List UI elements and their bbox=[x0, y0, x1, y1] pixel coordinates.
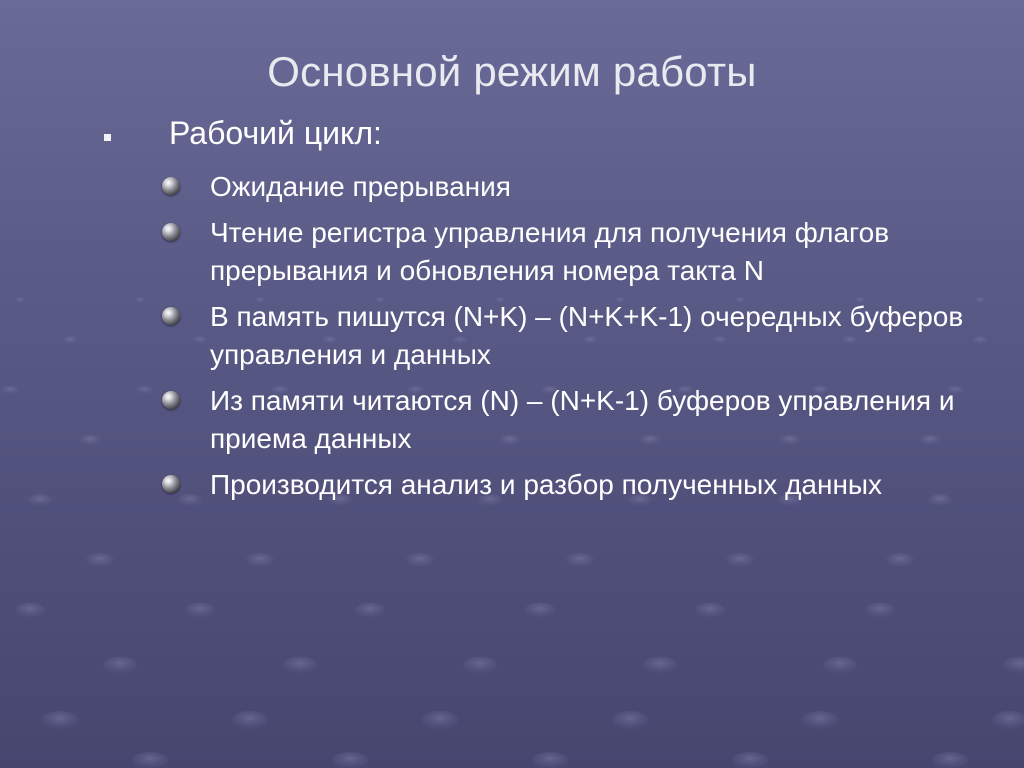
list-item-text: Производится анализ и разбор полученных данных bbox=[210, 469, 883, 500]
background-dot bbox=[15, 603, 45, 618]
background-dot bbox=[136, 386, 154, 395]
background-dot bbox=[42, 711, 78, 729]
background-dot bbox=[525, 603, 555, 618]
background-dot bbox=[932, 752, 968, 768]
sphere-bullet-icon bbox=[162, 391, 180, 409]
background-dot bbox=[823, 657, 857, 674]
background-dot bbox=[185, 603, 215, 618]
background-dot bbox=[865, 603, 895, 618]
background-dot bbox=[732, 752, 768, 768]
background-dot bbox=[886, 553, 914, 567]
sub-bullet-list bbox=[162, 168, 1002, 512]
background-dot bbox=[332, 752, 368, 768]
background-dot bbox=[232, 711, 268, 729]
list-item-text: Ожидание прерывания bbox=[210, 171, 511, 202]
background-dot bbox=[62, 336, 78, 344]
list-item bbox=[162, 382, 1002, 458]
main-bullet-text: Рабочий цикл: bbox=[169, 115, 382, 151]
sphere-bullet-icon bbox=[162, 223, 180, 241]
background-dot bbox=[283, 657, 317, 674]
background-dot bbox=[695, 603, 725, 618]
main-bullet-item bbox=[104, 112, 382, 154]
background-dot bbox=[134, 297, 146, 303]
background-dot bbox=[132, 752, 168, 768]
background-dot bbox=[566, 553, 594, 567]
list-item-text: В память пишутся (N+K) – (N+K+K-1) очередных буферов управления и данных bbox=[210, 301, 964, 370]
background-dot bbox=[246, 553, 274, 567]
sphere-bullet-icon bbox=[162, 307, 180, 325]
slide-title: Основной режим работы bbox=[267, 48, 757, 95]
list-item bbox=[162, 168, 1002, 206]
background-dot bbox=[28, 494, 52, 506]
background-dot bbox=[406, 553, 434, 567]
list-item bbox=[162, 466, 1002, 504]
background-dot bbox=[992, 711, 1024, 729]
list-item-text: Из памяти читаются (N) – (N+K-1) буферов управления и приема данных bbox=[210, 385, 955, 454]
background-dot bbox=[86, 553, 114, 567]
list-item bbox=[162, 214, 1002, 290]
background-dot bbox=[422, 711, 458, 729]
background-dot bbox=[726, 553, 754, 567]
sphere-bullet-icon bbox=[162, 475, 180, 493]
list-item bbox=[162, 298, 1002, 374]
background-dot bbox=[14, 297, 26, 303]
background-dot bbox=[1003, 657, 1024, 674]
background-dot bbox=[103, 657, 137, 674]
background-dot bbox=[355, 603, 385, 618]
list-item-text: Чтение регистра управления для получения флагов прерывания и обновления номера такта N bbox=[210, 217, 890, 286]
background-dot bbox=[612, 711, 648, 729]
background-dot bbox=[532, 752, 568, 768]
square-bullet-icon bbox=[104, 134, 111, 141]
background-dot bbox=[643, 657, 677, 674]
background-dot bbox=[1, 386, 19, 395]
background-dot bbox=[802, 711, 838, 729]
sphere-bullet-icon bbox=[162, 177, 180, 195]
background-dot bbox=[463, 657, 497, 674]
background-dot bbox=[79, 435, 101, 446]
